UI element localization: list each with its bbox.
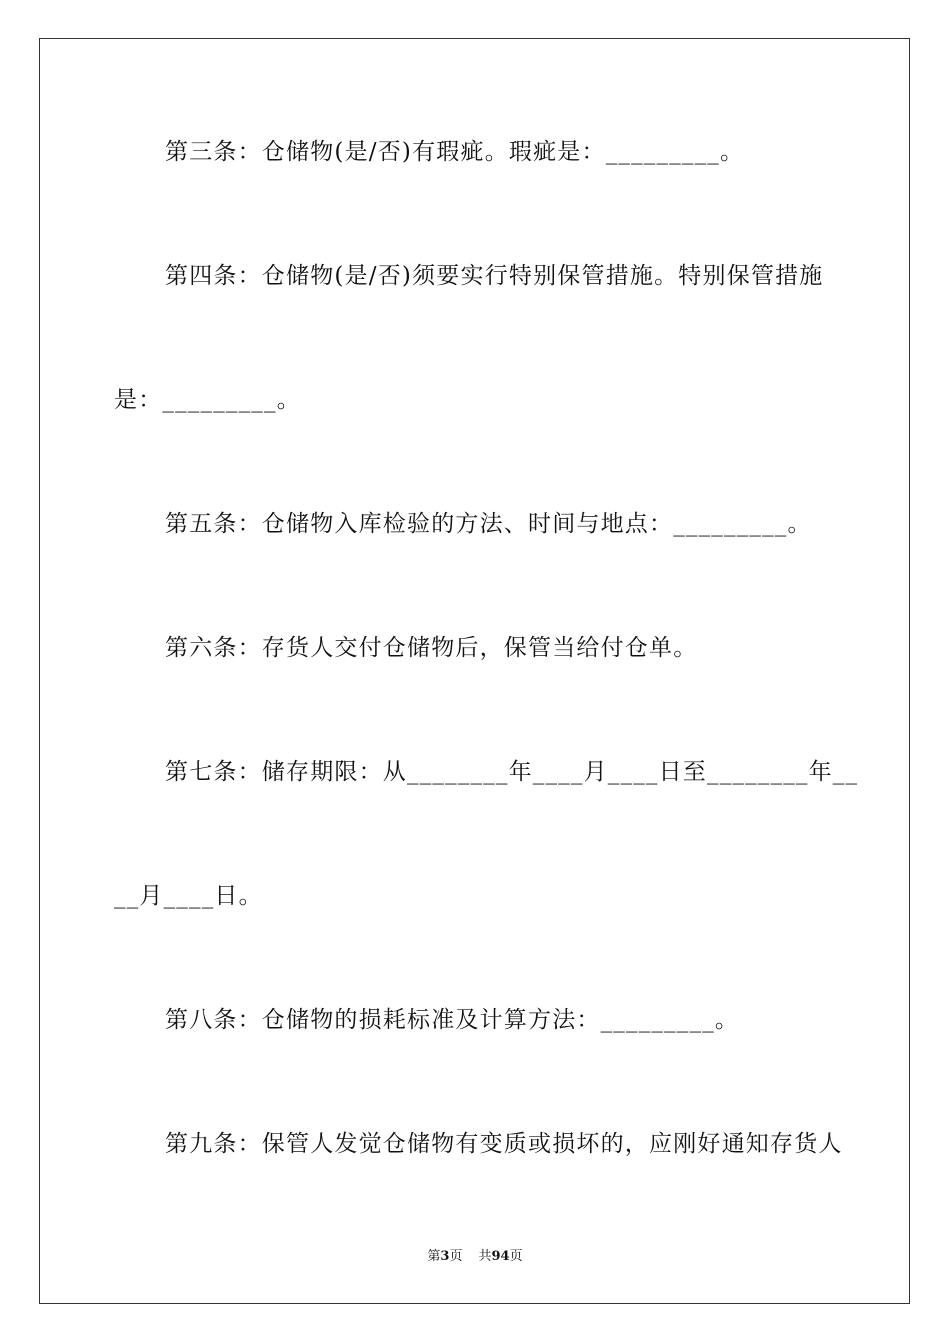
page-prefix: 第: [427, 1249, 441, 1264]
article-4-line-1: 第四条：仓储物(是/否)须要实行特别保管措施。特别保管措施: [165, 263, 824, 289]
total-suffix: 页: [509, 1249, 523, 1264]
article-6: 第六条：存货人交付仓储物后，保管当给付仓单。: [165, 635, 698, 661]
article-8: 第八条：仓储物的损耗标准及计算方法：_________。: [165, 1007, 740, 1033]
page-footer: [0, 1248, 950, 1266]
page-frame: [39, 38, 910, 1304]
article-4-line-2: 是：_________。: [114, 387, 301, 413]
total-pages: 94: [491, 1249, 510, 1264]
page-suffix: 页: [449, 1249, 463, 1264]
total-prefix: 共: [478, 1249, 492, 1264]
article-9-line-1: 第九条：保管人发觉仓储物有变质或损坏的，应刚好通知存货人: [165, 1131, 843, 1157]
article-3: 第三条：仓储物(是/否)有瑕疵。瑕疵是：_________。: [165, 139, 745, 165]
article-7-line-2: __月____日。: [114, 883, 263, 909]
article-5: 第五条：仓储物入库检验的方法、时间与地点：_________。: [165, 511, 812, 537]
page-number: 3: [440, 1249, 450, 1264]
article-7-line-1: 第七条：储存期限：从________年____月____日至________年__: [165, 759, 859, 785]
